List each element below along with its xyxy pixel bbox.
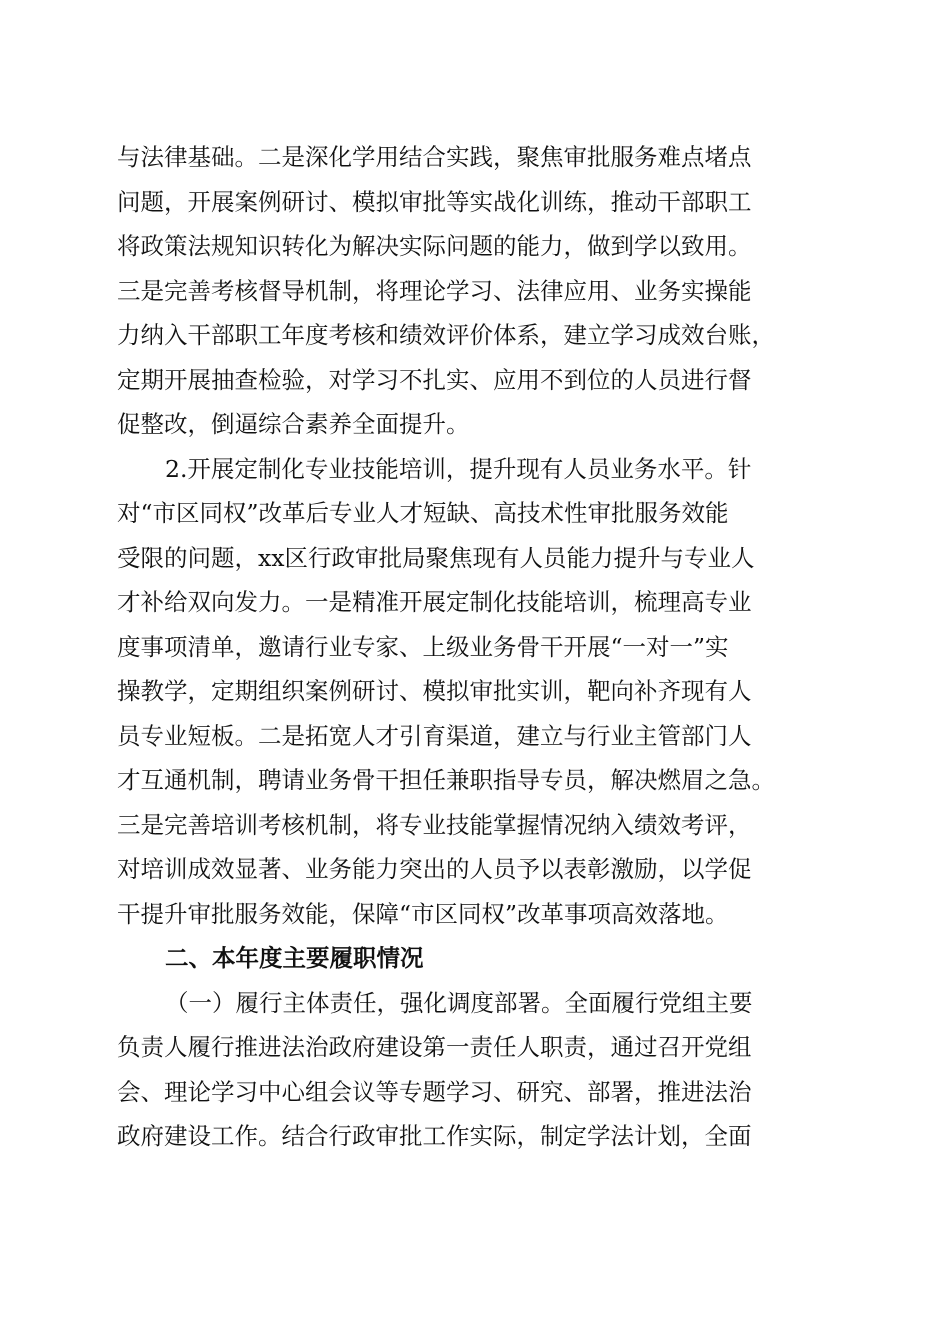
text-line: 三是完善培训考核机制，将专业技能掌握情况纳入绩效考评， [117,811,752,839]
text-line: 对“市区同权”改革后专业人才短缺、高技术性审批服务效能 [117,499,729,527]
text-line: 才补给双向发力。一是精准开展定制化技能培训，梳理高专业 [117,588,752,616]
text-line: 操教学，定期组织案例研讨、模拟审批实训，靶向补齐现有人 [117,677,752,705]
text-line: 政府建设工作。结合行政审批工作实际，制定学法计划，全面 [117,1122,752,1150]
text-line: 三是完善考核督导机制，将理论学习、法律应用、业务实操能 [117,277,752,305]
section-heading: 二、本年度主要履职情况 [165,944,424,972]
text-line: 定期开展抽查检验，对学习不扎实、应用不到位的人员进行督 [117,366,752,394]
text-line: 员专业短板。二是拓宽人才引育渠道，建立与行业主管部门人 [117,722,752,750]
text-line: 受限的问题，xx区行政审批局聚焦现有人员能力提升与专业人 [117,544,755,572]
text-line: （一）履行主体责任，强化调度部署。全面履行党组主要 [165,989,753,1017]
text-line: 对培训成效显著、业务能力突出的人员予以表彰激励，以学促 [117,855,752,883]
text-line: 度事项清单，邀请行业专家、上级业务骨干开展“一对一”实 [117,633,729,661]
text-line: 促整改，倒逼综合素养全面提升。 [117,410,470,438]
text-line: 将政策法规知识转化为解决实际问题的能力，做到学以致用。 [117,232,752,260]
text-line: 负责人履行推进法治政府建设第一责任人职责，通过召开党组 [117,1033,752,1061]
text-line: 会、理论学习中心组会议等专题学习、研究、部署，推进法治 [117,1078,752,1106]
text-line: 问题，开展案例研讨、模拟审批等实战化训练，推动干部职工 [117,188,752,216]
text-line: 与法律基础。二是深化学用结合实践，聚焦审批服务难点堵点 [117,143,752,171]
text-line: 干提升审批服务效能，保障“市区同权”改革事项高效落地。 [117,900,729,928]
text-line: 2.开展定制化专业技能培训，提升现有人员业务水平。针 [165,455,752,483]
text-line: 才互通机制，聘请业务骨干担任兼职指导专员，解决燃眉之急。 [117,766,775,794]
text-line: 力纳入干部职工年度考核和绩效评价体系，建立学习成效台账， [117,321,775,349]
